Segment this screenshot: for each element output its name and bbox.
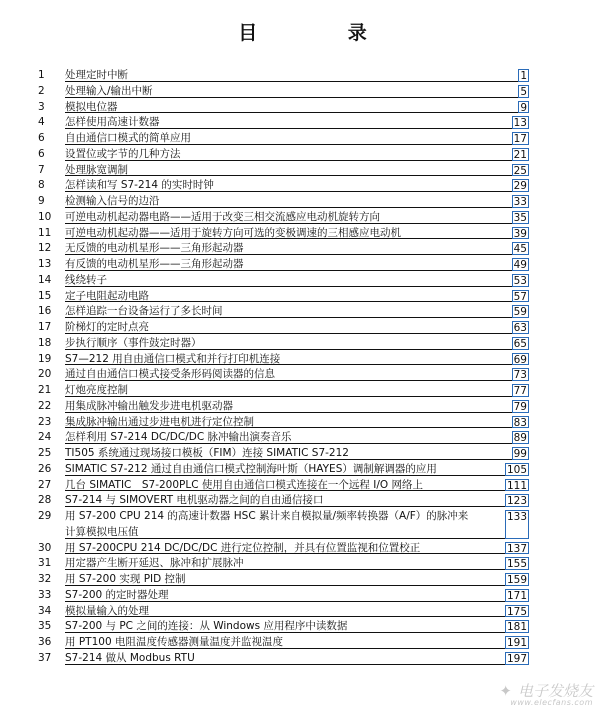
toc-entry-number: 32 [38,573,52,585]
toc-entry-number: 30 [38,541,52,554]
toc-entry-number: 15 [38,289,52,302]
toc-entry-underline [65,601,529,602]
toc-entry[interactable] [0,163,605,179]
toc-entry-number: 14 [38,273,52,286]
toc-entry[interactable] [0,415,605,431]
toc-entry-title: 有反馈的电动机星形——三角形起动器 [65,258,244,270]
toc-entry-underline [65,81,529,82]
toc-entry[interactable] [0,367,605,383]
toc-entry-underline [65,238,529,239]
toc-entry-page-link[interactable]: 5 [520,85,527,98]
toc-entry-number: 3 [38,100,45,113]
page-title: 目 录 [238,22,409,44]
toc-entry-underline [65,616,529,617]
toc-entry-page-link[interactable]: 13 [513,117,527,130]
toc-entry-title: 用集成脉冲输出触发步进电机驱动器 [65,399,233,412]
toc-entry-number: 6 [38,132,45,144]
toc-entry-number: 35 [38,620,52,633]
toc-entry[interactable] [0,604,605,620]
toc-entry-page-link[interactable]: 65 [513,337,527,350]
toc-entry-page-link[interactable]: 45 [513,243,527,256]
toc-entry[interactable] [0,635,605,651]
toc-entry-underline [65,286,529,287]
toc-entry-underline [65,569,529,570]
toc-entry-title: 无反馈的电动机星形——三角形起动器 [65,242,244,255]
toc-entry-number: 21 [38,384,52,396]
toc-entry-title: 步执行顺序（事件鼓定时器） [65,336,202,349]
toc-entry-underline [65,97,529,98]
toc-entry-number: 11 [38,226,52,239]
toc-entry[interactable] [0,651,605,667]
toc-entry-underline [65,396,529,397]
toc-entry-title: 用 PT100 电阻温度传感器测量温度并监视温度 [65,636,283,648]
toc-entry-page-link[interactable]: 123 [506,495,527,508]
toc-entry[interactable] [0,241,605,257]
toc-entry-number: 27 [38,478,52,491]
toc-entry-underline [65,160,529,161]
toc-entry-page-link[interactable]: 133 [505,510,529,539]
toc-entry-page-link[interactable]: 99 [513,448,527,460]
toc-entry[interactable] [0,336,605,352]
toc-entry[interactable] [0,194,605,210]
toc-entry-page-link[interactable]: 197 [506,652,527,665]
toc-entry-number: 20 [38,368,52,381]
toc-entry-title: 处理脉宽调制 [65,163,128,176]
toc-entry-page-link[interactable]: 9 [520,101,527,114]
toc-entry-title: 怎样读和写 S7-214 的实时时钟 [65,179,214,192]
toc-entry-page-link[interactable]: 105 [506,463,527,476]
watermark-text: 电子发烧友 [517,682,593,700]
toc-entry[interactable] [0,556,605,572]
toc-entry-page-link[interactable]: 63 [513,322,527,334]
toc-entry-page-link[interactable]: 89 [513,432,527,445]
toc-entry-page-link[interactable]: 21 [513,148,527,161]
toc-entry-page-link[interactable]: 1 [520,70,527,82]
toc-entry-number: 18 [38,336,52,349]
toc-entry-underline [65,443,529,444]
toc-entry-title: 灯炮亮度控制 [65,384,128,396]
toc-entry-underline [65,459,529,460]
toc-entry-page-link[interactable]: 83 [513,416,527,429]
toc-entry-page-link[interactable]: 155 [506,558,527,571]
toc-entry-title: S7-200 与 PC 之间的连接：从 Windows 应用程序中读数据 [65,620,348,633]
toc-entry-title: 模拟量输入的处理 [65,604,149,617]
toc-entry-number: 25 [38,447,52,459]
toc-entry-page-link[interactable]: 59 [513,306,527,319]
toc-entry-title: 用 S7-200 实现 PID 控制 [65,573,186,585]
toc-entry[interactable] [0,304,605,320]
toc-entry-title: 线绕转子 [65,273,107,286]
toc-entry-page-link[interactable]: 39 [513,227,527,240]
toc-entry-underline [65,427,529,428]
toc-entry-page-link[interactable]: 77 [513,385,527,397]
toc-entry-title: 自由通信口模式的简单应用 [65,132,191,144]
toc-entry[interactable] [0,446,605,462]
toc-entry-page-link[interactable]: 137 [506,542,527,555]
toc-entry-page-link[interactable]: 181 [506,621,527,634]
toc-entry-page-link[interactable]: 73 [513,369,527,382]
toc-entry-page-link[interactable]: 171 [506,589,527,602]
toc-entry-number: 9 [38,195,45,207]
toc-entry-page-link[interactable]: 33 [513,196,527,208]
toc-entry[interactable] [0,289,605,305]
toc-entry-number: 36 [38,636,52,648]
toc-entry[interactable] [0,541,605,557]
toc-entry-title: 用 S7-200CPU 214 DC/DC/DC 进行定位控制，并具有位置监视和位置校正 [65,541,421,554]
toc-entry-underline [65,112,529,113]
toc-entry-underline [65,333,529,334]
toc-entry-title: S7—212 用自由通信口模式和并行打印机连接 [65,352,281,365]
toc-entry[interactable] [0,430,605,446]
toc-entry[interactable] [0,572,605,588]
toc-entry[interactable] [0,493,605,509]
toc-entry-title: SIMATIC S7-212 通过自由通信口模式控制海叶斯（HAYES）调制解调器的应用 [65,462,437,475]
toc-entry[interactable] [0,115,605,131]
toc-entry-page-link[interactable]: 69 [513,353,527,366]
toc-entry-title: 几台 SIMATIC S7-200PLC 使用自由通信口模式连接在一个远程 I/O 网络上 [65,478,423,491]
watermark-url: www.elecfans.com [510,698,593,707]
toc-entry[interactable] [0,84,605,100]
toc-entry-underline [65,632,529,633]
toc-entry-underline [65,144,529,145]
toc-entry-page-link[interactable]: 17 [513,133,527,145]
toc-entry-number: 33 [38,588,52,601]
toc-entry[interactable] [0,226,605,242]
toc-entry-page-link[interactable]: 111 [506,479,527,492]
toc-entry-number: 22 [38,399,52,412]
toc-entry-title: 用 S7-200 CPU 214 的高速计数器 HSC 累计来自模拟量/频率转换器（A/F）的脉冲来 [65,510,469,522]
toc-entry-number: 8 [38,179,45,192]
toc-entry-title: 模拟电位器 [65,100,118,113]
toc-entry-number: 4 [38,116,45,129]
toc-entry-title: 检测输入信号的边沿 [65,195,160,207]
toc-entry-title: 可逆电动机起动器电路——适用于改变三相交流感应电动机旋转方向 [65,210,380,223]
toc-entry-underline [65,475,529,476]
toc-entry[interactable] [0,100,605,116]
toc-entry-title: 定子电阻起动电路 [65,289,149,302]
toc-entry-underline [65,301,529,302]
toc-entry[interactable] [0,399,605,415]
toc-entry[interactable] [0,352,605,368]
toc-entry-number: 10 [38,210,52,223]
toc-entry-title: 集成脉冲输出通过步进电机进行定位控制 [65,415,254,428]
watermark-logo-icon: ✦ [499,682,512,700]
toc-entry-title: 处理定时中断 [65,69,128,81]
toc-entry-underline [65,349,529,350]
toc-entry[interactable] [0,178,605,194]
toc-entry-underline [65,585,529,586]
toc-entry-number: 37 [38,651,52,664]
toc-entry-number: 31 [38,557,52,570]
toc-entry-page-link[interactable]: 25 [513,164,527,177]
toc-entry-page-link[interactable]: 175 [506,605,527,618]
toc-entry-title: 通过自由通信口模式接受条形码阅读器的信息 [65,368,275,381]
toc-entry-number: 12 [38,242,52,255]
toc-entry-underline [65,553,529,554]
toc-entry-number: 2 [38,84,45,97]
toc-entry-number: 34 [38,604,52,617]
toc-entry-underline [65,412,529,413]
toc-entry-page-link[interactable]: 79 [513,400,527,413]
toc-entry[interactable] [0,68,605,84]
toc-entry[interactable] [0,257,605,273]
toc-entry-page-link[interactable]: 191 [506,637,527,649]
toc-entry-number: 24 [38,431,52,444]
toc-entry[interactable] [0,462,605,478]
toc-entry-underline [65,380,529,381]
toc-entry-page-link[interactable]: 35 [513,211,527,224]
toc-entry[interactable] [0,619,605,635]
toc-entry-underline [65,270,529,271]
toc-entry-title-continued: 计算模拟电压值 [65,525,139,538]
toc-entry-underline [65,191,529,192]
toc-entry-page-link[interactable]: 53 [513,274,527,287]
toc-entry-title: 阶梯灯的定时点亮 [65,321,149,333]
toc-entry[interactable] [0,509,605,541]
toc-entry[interactable] [0,588,605,604]
toc-entry-page-link[interactable]: 57 [513,290,527,303]
toc-entry-number: 7 [38,163,45,176]
toc-entry[interactable] [0,478,605,494]
toc-entry-number: 16 [38,305,52,318]
toc-entry-title: S7-214 做从 Modbus RTU [65,651,195,664]
toc-entry-underline [65,490,529,491]
toc-entry-underline [65,538,529,539]
toc-entry-number: 6 [38,147,45,160]
toc-entry-underline [65,254,529,255]
toc-entry-underline [65,664,529,665]
toc-entry[interactable] [0,131,605,147]
toc-entry-title: 处理输入/输出中断 [65,84,153,97]
toc-entry-underline [65,128,529,129]
toc-entry-underline [65,175,529,176]
toc-entry-underline [65,648,529,649]
toc-entry-number: 1 [38,69,45,81]
toc-entry[interactable] [0,320,605,336]
toc-entry-title: TI505 系统通过现场接口模板（FIM）连接 SIMATIC S7-212 [65,447,349,459]
toc-entry-page-link[interactable]: 49 [513,259,527,271]
toc-entry-number: 28 [38,494,52,507]
toc-entry-underline [65,364,529,365]
watermark [499,680,593,707]
toc-entry-underline [65,207,529,208]
toc-entry-number: 26 [38,462,52,475]
toc-entry-number: 13 [38,258,52,270]
toc-entry[interactable] [0,383,605,399]
toc-entry-number: 19 [38,352,52,365]
toc-entry-title: 可逆电动机起动器——适用于旋转方向可选的变极调速的三相感应电动机 [65,226,401,239]
toc-entry-title: 怎样利用 S7-214 DC/DC/DC 脉冲输出演奏音乐 [65,431,292,444]
toc-entry[interactable] [0,147,605,163]
toc-entry-underline [65,506,529,507]
toc-entry[interactable] [0,273,605,289]
toc-entry-title: 用定器产生断开延迟、脉冲和扩展脉冲 [65,557,244,570]
toc-entry-underline [65,223,529,224]
toc-entry-underline [65,317,529,318]
toc-entry-title: 设置位或字节的几种方法 [65,147,181,160]
toc-entry-number: 29 [38,510,52,522]
toc-entry-page-link[interactable]: 159 [506,574,527,586]
toc-entry-title: 怎样追踪一台设备运行了多长时间 [65,305,223,318]
toc-entry-title: S7-200 的定时器处理 [65,588,169,601]
toc-entry-title: 怎样使用高速计数器 [65,116,160,129]
toc-entry-number: 17 [38,321,52,333]
toc-entry-page-link[interactable]: 29 [513,180,527,193]
toc-entry[interactable] [0,210,605,226]
toc-entry-number: 23 [38,415,52,428]
toc-entry-title: S7-214 与 SIMOVERT 电机驱动器之间的自由通信接口 [65,494,324,507]
